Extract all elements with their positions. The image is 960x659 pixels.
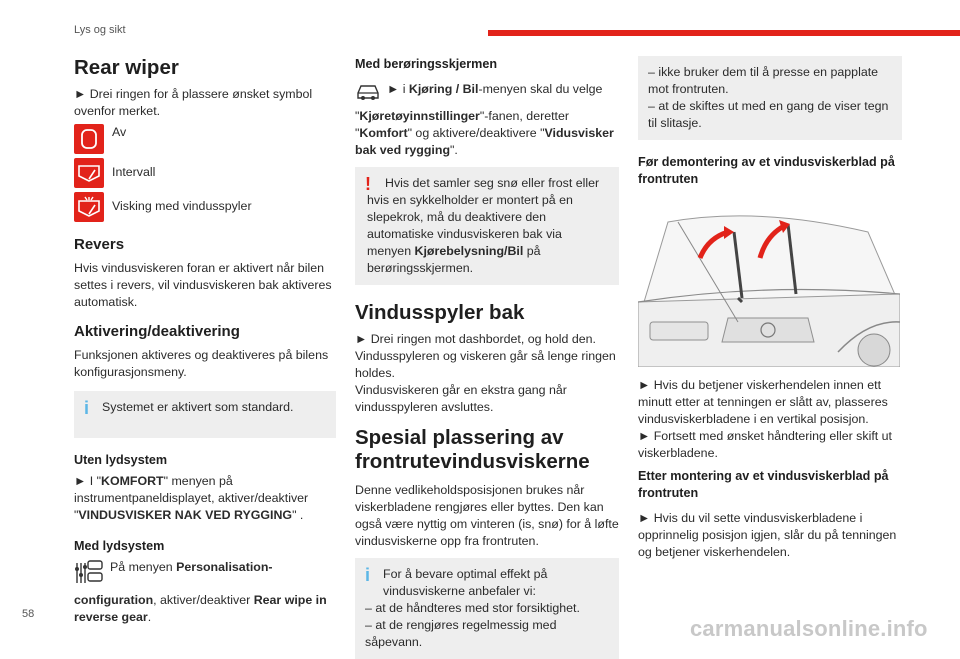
revers-text: Hvis vindusviskeren foran er aktivert når bilen settes i revers, vil vindusviskeren bak aktiveres automatisk. <box>74 261 332 309</box>
watermark: carmanualsonline.info <box>690 616 928 641</box>
wiper-service-illustration <box>638 202 900 367</box>
after-mount-heading: Etter montering av et vindusviskerblad på frontruten <box>638 469 889 500</box>
column-1 <box>74 52 336 626</box>
before-step-2: ► Fortsett med ønsket håndtering eller skift ut viskerbladene. <box>638 429 892 460</box>
info-note-care-continued <box>638 56 902 140</box>
column-3 <box>638 56 902 561</box>
warning-text: Hvis det samler seg snø eller frost eller hvis en sykkelholder er montert på en slepekrok, må du deaktivere den automatiske vindusviskeren bak via menyen Kjørebelysning/Bil på berøringsskjermen. <box>367 176 600 275</box>
no-audio-text: ► I "KOMFORT" menyen på instrumentpaneldisplayet, aktiver/deaktiver "VINDUSVISKER NAK VED RYGGING" . <box>74 474 309 522</box>
touchscreen-heading: Med berøringsskjermen <box>355 57 498 71</box>
info-note-default <box>74 391 336 438</box>
info-care-item: – at de rengjøres regelmessig med såpevann. <box>365 618 557 649</box>
touchscreen-text: ► i Kjøring / Bil-menyen skal du velge "Kjøretøyinnstillinger"-fanen, deretter "Komfort" og aktivere/deaktivere "Vidusvisker bak ved rygging". <box>355 82 614 157</box>
wiper-mode-off <box>74 124 336 156</box>
info-note-text: Systemet er aktivert som standard. <box>102 400 294 414</box>
wiper-mode-intermittent <box>74 158 336 190</box>
column-2 <box>355 56 619 659</box>
warning-icon: ! <box>365 174 371 194</box>
wiper-mode-washer <box>74 192 336 224</box>
washer-text-1: ► Drei ringen mot dashbordet, og hold den. Vindusspyleren og viskeren går så lenge ringen holdes. <box>355 332 616 380</box>
wiper-mode-label: Visking med vindusspyler <box>112 199 252 213</box>
info-care-item: – ikke bruker dem til å presse en papplate mot frontruten. <box>648 65 879 96</box>
section-title: Lys og sikt <box>74 24 126 36</box>
rear-wiper-intermittent-icon <box>74 158 104 188</box>
activation-heading: Aktivering/deaktivering <box>74 323 240 340</box>
page-number: 58 <box>22 608 35 620</box>
audio-text: På menyen Personalisation-configuration, aktiver/deaktiver Rear wipe in reverse gear. <box>74 560 327 624</box>
revers-heading: Revers <box>74 236 125 253</box>
wiper-mode-label: Intervall <box>112 165 156 179</box>
info-care-item: – at de håndteres med stor forsiktighet. <box>365 601 580 615</box>
special-position-text: Denne vedlikeholdsposisjonen brukes når viskerbladene rengjøres eller byttes. Den kan også være nyttig om vinteren (is, snø) for å løfte vindusviskerne opp fra frontruten. <box>355 483 619 548</box>
audio-heading: Med lydsystem <box>74 539 165 553</box>
no-audio-heading: Uten lydsystem <box>74 453 168 467</box>
info-icon: i <box>84 398 90 418</box>
special-position-heading: Spesial plassering av frontrutevindusviskerne <box>355 426 590 473</box>
settings-menu-icon <box>74 559 104 592</box>
rear-wiper-off-icon <box>74 124 104 154</box>
rear-wiper-heading: Rear wiper <box>74 56 179 79</box>
rear-wiper-washer-icon <box>74 192 104 222</box>
washer-heading: Vindusspyler bak <box>355 301 525 324</box>
washer-text-2: Vindusviskeren går en ekstra gang når vindusspyleren avsluttes. <box>355 383 567 414</box>
info-care-item: – at de skiftes ut med en gang de viser tegn til slitasje. <box>648 99 889 130</box>
warning-note <box>355 167 619 285</box>
wiper-mode-label: Av <box>112 125 127 139</box>
info-note-care <box>355 558 619 659</box>
header-accent-bar <box>488 30 960 36</box>
info-care-intro: For å bevare optimal effekt på vindusviskerne anbefaler vi: <box>383 567 548 598</box>
rear-wiper-intro: ► Drei ringen for å plassere ønsket symbol ovenfor merket. <box>74 87 313 118</box>
before-removal-heading: Før demontering av et vindusviskerblad på frontruten <box>638 155 895 186</box>
car-menu-icon <box>355 81 381 108</box>
before-step-1: ► Hvis du betjener viskerhendelen innen ett minutt etter at tenningen er slått av, plasseres vindusviskerbladene i en vertikal posisjon. <box>638 378 888 426</box>
activation-text: Funksjonen aktiveres og deaktiveres på bilens konfigurasjonsmeny. <box>74 348 329 379</box>
after-mount-step: ► Hvis du vil sette vindusviskerbladene i opprinnelig posisjon igjen, slår du på tenningen og betjener viskerhendelen. <box>638 511 897 559</box>
info-icon: i <box>365 565 371 585</box>
